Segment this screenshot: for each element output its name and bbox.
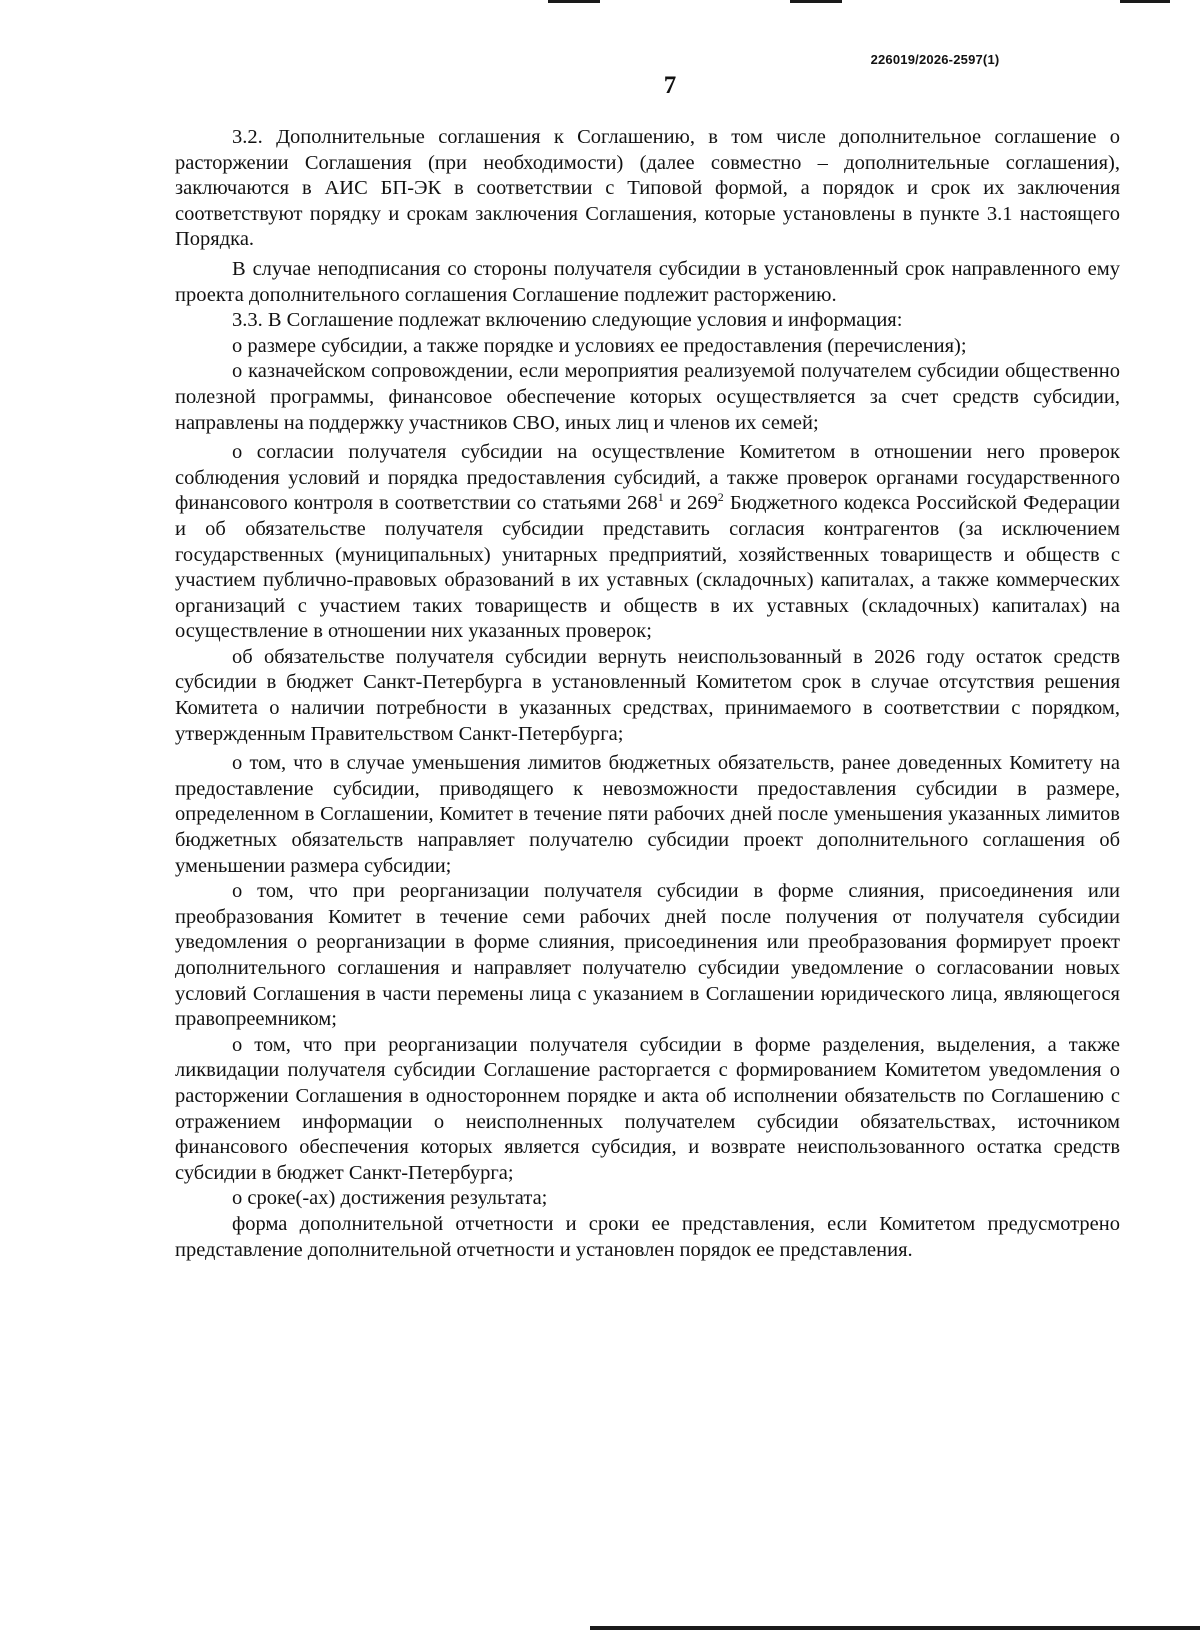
paragraph-additional-reporting: форма дополнительной отчетности и сроки ее представления, если Комитетом предусмотрено представление дополнительной отчетности и установлен порядок ее представления. <box>175 1212 1120 1261</box>
scan-bottom-edge <box>590 1626 1200 1630</box>
paragraph-3-3: 3.3. В Соглашение подлежат включению следующие условия и информация: <box>232 309 903 332</box>
scan-edge-mark <box>548 0 600 3</box>
paragraph-return-obligation: об обязательстве получателя субсидии вернуть неиспользованный в 2026 году остаток средств субсидии в бюджет Санкт-Петербурга в установленный Комитетом срок в случае отсутствия решения Комитета о наличии потребности в указанных средствах, принимаемого в соответствии с порядком, утвержденным Правительством Санкт-Петербурга; <box>175 645 1120 745</box>
paragraph-3-2: 3.2. Дополнительные соглашения к Соглашению, в том числе дополнительное соглашение о расторжении Соглашения (при необходимости) (далее совместно – дополнительные соглашения), заключаются в АИС БП-ЭК в соответствии с Типовой формой, а порядок и срок их заключения соответствуют порядку и срокам заключения Соглашения, которые установлены в пункте 3.1 настоящего Порядка. <box>175 126 1120 251</box>
scan-edge-mark <box>790 0 842 3</box>
footnote-sup-1: 1 <box>657 490 664 505</box>
inspection-consent-text-1: о согласии получателя субсидии на осуществление Комитетом в отношении него проверок соблюдения условий и порядка предоставления субсидий, а также проверок органами государственного финансового контроля в соответствии со статьями 268 <box>175 441 1120 515</box>
paragraph-inspection-consent <box>175 440 1120 645</box>
inspection-consent-text-2: и 269 <box>663 492 718 515</box>
page-number: 7 <box>663 72 677 99</box>
footnote-sup-2: 2 <box>717 490 724 505</box>
scan-edge-mark <box>1120 0 1170 3</box>
document-registration-number: 226019/2026-2597(1) <box>870 52 1000 67</box>
paragraph-non-signing: В случае неподписания со стороны получателя субсидии в установленный срок направленного ему проекта дополнительного соглашения Соглашение подлежит расторжению. <box>175 257 1120 306</box>
paragraph-reorganization-merger: о том, что при реорганизации получателя субсидии в форме слияния, присоединения или преобразования Комитет в течение семи рабочих дней после получения от получателя субсидии уведомления о реорганизации в форме слияния, присоединения или преобразования формирует проект дополнительного соглашения и направляет получателю субсидии уведомление о согласовании новых условий Соглашения в части перемены лица с указанием в Соглашении юридического лица, являющегося правопреемником; <box>175 880 1120 1031</box>
document-body <box>175 125 1120 1263</box>
paragraph-result-deadline: о сроке(-ах) достижения результата; <box>232 1187 548 1210</box>
paragraph-treasury-support: о казначейском сопровождении, если мероприятия реализуемой получателем субсидии общественно полезной программы, финансовое обеспечение которых осуществляется за счет средств субсидии, направлены на поддержку участников СВО, иных лиц и членов их семей; <box>175 360 1120 434</box>
paragraph-subsidy-size: о размере субсидии, а также порядке и условиях ее предоставления (перечисления); <box>232 334 967 357</box>
inspection-consent-text-3: Бюджетного кодекса Российской Федерации и об обязательстве получателя субсидии представить согласия контрагентов (за исключением государственных (муниципальных) унитарных предприятий, хозяйственных товариществ и обществ с участием публично-правовых образований в их уставных (складочных) капиталах, а также коммерческих организаций с участием таких товариществ и обществ в их уставных (складочных) капиталах) на осуществление в отношении них указанных проверок; <box>175 492 1120 643</box>
paragraph-limit-reduction: о том, что в случае уменьшения лимитов бюджетных обязательств, ранее доведенных Комитету на предоставление субсидии, приводящего к невозможности предоставления субсидии в размере, определенном в Соглашении, Комитет в течение пяти рабочих дней после уменьшения указанных лимитов бюджетных обязательств направляет получателю субсидии проект дополнительного соглашения об уменьшении размера субсидии; <box>175 752 1120 877</box>
paragraph-reorganization-division: о том, что при реорганизации получателя субсидии в форме разделения, выделения, а также ликвидации получателя субсидии Соглашение расторгается с формированием Комитетом уведомления о расторжении Соглашения в одностороннем порядке и акта об исполнении обязательств по Соглашению с отражением информации о неисполненных получателем субсидии обязательствах, источником финансового обеспечения которых является субсидия, и возврате неиспользованного остатка средств субсидии в бюджет Санкт-Петербурга; <box>175 1033 1120 1184</box>
